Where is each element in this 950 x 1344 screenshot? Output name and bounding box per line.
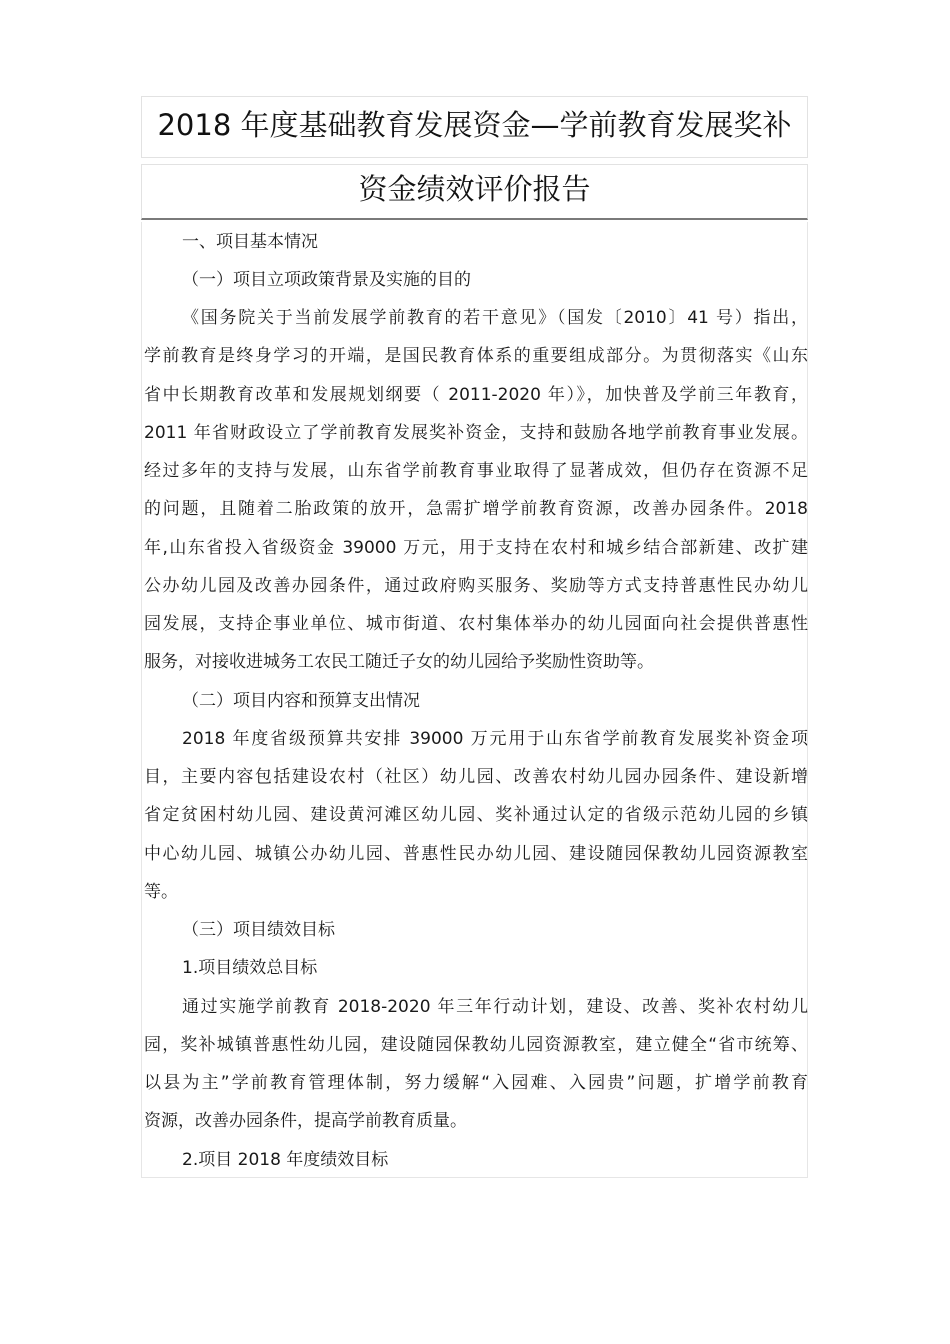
paragraph-line: 公办幼儿园及改善办园条件，通过政府购买服务、奖励等方式支持普惠性民办幼儿 <box>144 576 808 596</box>
paragraph-line: 的问题，且随着二胎政策的放开，急需扩增学前教育资源，改善办园条件。2018 <box>144 499 808 519</box>
paragraph-line: 2018 年度省级预算共安排 39000 万元用于山东省学前教育发展奖补资金项 <box>182 729 808 749</box>
paragraph-line: 《国务院关于当前发展学前教育的若干意见》（国发〔2010〕41 号）指出， <box>182 308 808 328</box>
subsection-heading: （二）项目内容和预算支出情况 <box>182 691 420 711</box>
paragraph-line: 园发展，支持企事业单位、城市街道、农村集体举办的幼儿园面向社会提供普惠性 <box>144 614 808 634</box>
section-heading: 一、项目基本情况 <box>182 232 318 252</box>
paragraph-line: 中心幼儿园、城镇公办幼儿园、普惠性民办幼儿园、建设随园保教幼儿园资源教室 <box>144 844 808 864</box>
paragraph-line: 以县为主”学前教育管理体制，努力缓解“入园难、入园贵”问题，扩增学前教育 <box>144 1073 808 1093</box>
title-line-1: 2018 年度基础教育发展资金—学前教育发展奖补 <box>141 96 808 158</box>
paragraph-line: 通过实施学前教育 2018-2020 年三年行动计划，建设、改善、奖补农村幼儿 <box>182 997 808 1017</box>
paragraph-line: 学前教育是终身学习的开端，是国民教育体系的重要组成部分。为贯彻落实《山东 <box>144 346 808 366</box>
paragraph-line: 目，主要内容包括建设农村（社区）幼儿园、改善农村幼儿园办园条件、建设新增 <box>144 767 808 787</box>
paragraph-line: 园，奖补城镇普惠性幼儿园，建设随园保教幼儿园资源教室，建立健全“省市统筹、 <box>144 1035 808 1055</box>
paragraph-line: 经过多年的支持与发展，山东省学前教育事业取得了显著成效，但仍存在资源不足 <box>144 461 808 481</box>
paragraph-line: 2011 年省财政设立了学前教育发展奖补资金，支持和鼓励各地学前教育事业发展。 <box>144 423 808 443</box>
subsection-heading: 1.项目绩效总目标 <box>182 958 318 978</box>
paragraph-line: 省中长期教育改革和发展规划纲要（ 2011-2020 年）》，加快普及学前三年教育， <box>144 385 808 405</box>
paragraph-line: 省定贫困村幼儿园、建设黄河滩区幼儿园、奖补通过认定的省级示范幼儿园的乡镇 <box>144 805 808 825</box>
paragraph-line: 服务，对接收进城务工农民工随迁子女的幼儿园给予奖励性资助等。 <box>144 652 654 672</box>
paragraph-line: 资源，改善办园条件，提高学前教育质量。 <box>144 1111 467 1131</box>
subsection-heading: 2.项目 2018 年度绩效目标 <box>182 1150 389 1170</box>
title-line-2: 资金绩效评价报告 <box>141 164 808 220</box>
paragraph-line: 等。 <box>144 882 178 902</box>
subsection-heading: （一）项目立项政策背景及实施的目的 <box>182 270 471 290</box>
subsection-heading: （三）项目绩效目标 <box>182 920 335 940</box>
paragraph-line: 年,山东省投入省级资金 39000 万元，用于支持在农村和城乡结合部新建、改扩建 <box>144 538 808 558</box>
